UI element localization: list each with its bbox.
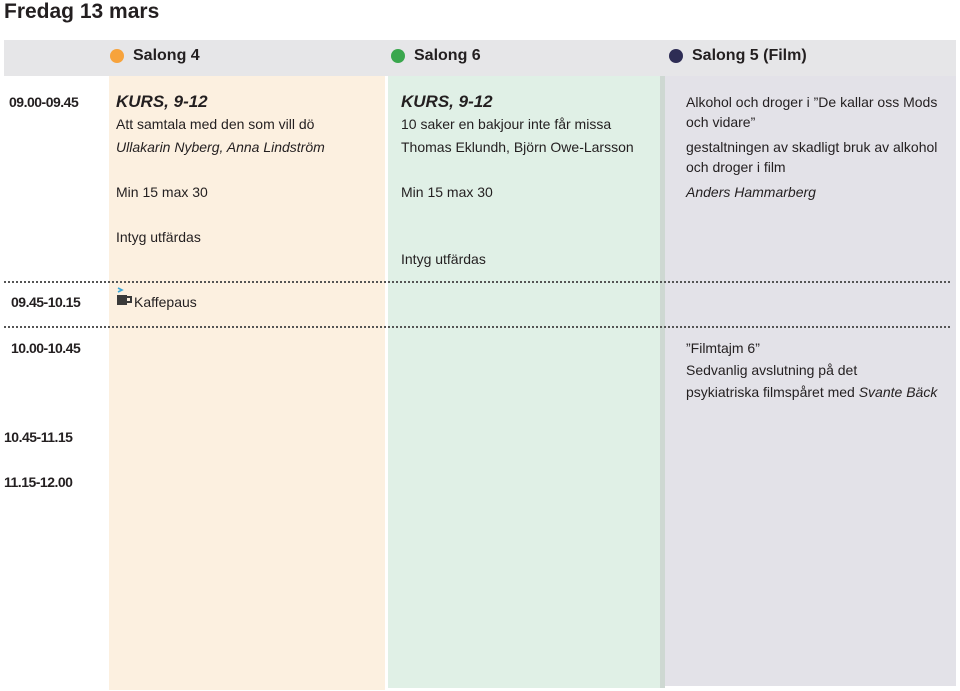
room-header-salong-5	[669, 47, 807, 65]
room-label: Salong 5 (Film)	[692, 47, 807, 64]
coffee-cup-icon	[116, 286, 133, 308]
room-header-salong-6	[391, 47, 481, 65]
course-label: KURS, 9-12	[116, 92, 208, 111]
salong-6-column	[388, 76, 662, 688]
film-description: Sedvanlig avslutning på det	[686, 362, 858, 378]
session-speakers: Thomas Eklundh, Björn Owe-Larsson	[401, 139, 634, 155]
film-description-text: psykiatriska filmspåret med	[686, 384, 859, 400]
room-header-salong-4	[110, 47, 200, 65]
navy-dot-icon	[669, 49, 683, 63]
film-title: Alkohol och droger i ”De kallar oss Mods och vidare”	[686, 94, 938, 130]
green-dot-icon	[391, 49, 405, 63]
orange-dot-icon	[110, 49, 124, 63]
session-capacity: Min 15 max 30	[116, 184, 208, 200]
film-description-line	[686, 382, 937, 402]
time-slot: 10.45-11.15	[4, 429, 73, 445]
coffee-break-label: Kaffepaus	[134, 294, 197, 310]
film-title: ”Filmtajm 6”	[686, 340, 760, 356]
session-capacity: Min 15 max 30	[401, 184, 493, 200]
time-slot: 09.45-10.15	[11, 294, 81, 310]
film-speaker: Anders Hammarberg	[686, 184, 816, 200]
film-speaker: Svante Bäck	[858, 384, 938, 400]
time-slot: 10.00-10.45	[11, 340, 81, 356]
session-certificate: Intyg utfärdas	[401, 251, 486, 267]
time-slot: 09.00-09.45	[9, 94, 79, 110]
session-topic: Att samtala med den som vill dö	[116, 116, 315, 132]
room-label: Salong 4	[133, 47, 200, 64]
session-certificate: Intyg utfärdas	[116, 229, 201, 245]
page-title: Fredag 13 mars	[4, 0, 160, 23]
time-slot: 11.15-12.00	[4, 474, 73, 490]
course-label: KURS, 9-12	[401, 92, 493, 111]
session-speakers: Ullakarin Nyberg, Anna Lindström	[116, 139, 325, 155]
session-topic: 10 saker en bakjour inte får missa	[401, 116, 612, 132]
salong-4-column	[109, 76, 385, 690]
film-description: gestaltningen av skadligt bruk av alkohol och droger i film	[686, 139, 938, 175]
room-label: Salong 6	[414, 47, 481, 64]
time-separator	[4, 281, 950, 283]
time-separator	[4, 326, 950, 328]
